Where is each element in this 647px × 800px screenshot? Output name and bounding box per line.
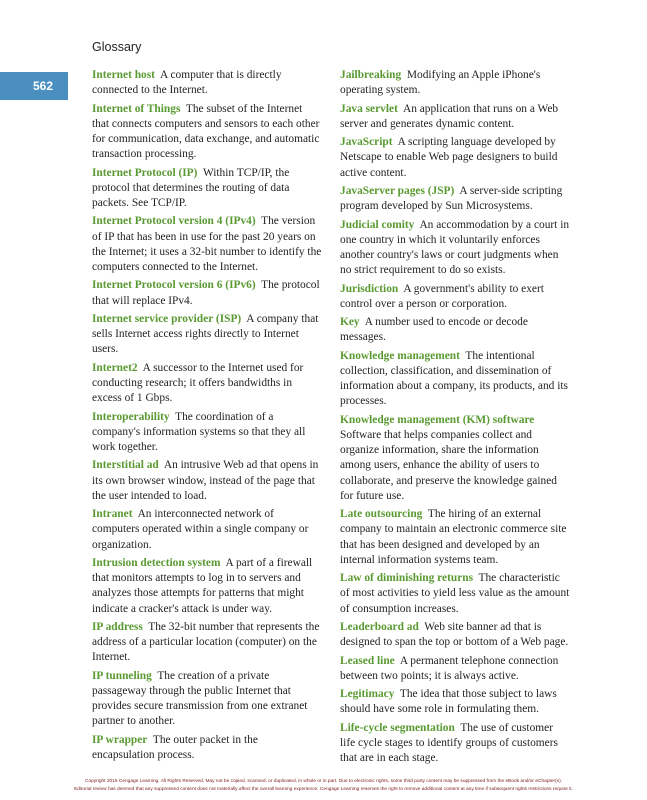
glossary-entry <box>92 410 322 456</box>
glossary-definition: A computer that is directly connected to the Internet. <box>92 69 282 97</box>
glossary-term: Internet service provider (ISP) <box>92 312 242 325</box>
glossary-definition: Modifying an Apple iPhone's operating system. <box>340 69 541 97</box>
glossary-term: Legitimacy <box>340 688 395 701</box>
glossary-term: Interstitial ad <box>92 459 159 472</box>
glossary-definition: An accommodation by a court in one country in which it voluntarily enforces another country's laws or court judgments when no strict requirement to do so exists. <box>340 218 570 277</box>
glossary-entry <box>340 218 570 279</box>
glossary-entry <box>92 102 322 163</box>
glossary-entry <box>92 507 322 553</box>
glossary-term: Life-cycle segmentation <box>340 721 455 734</box>
glossary-entry <box>92 312 322 358</box>
glossary-entry <box>92 361 322 407</box>
glossary-entry <box>92 733 322 763</box>
glossary-entry <box>92 669 322 730</box>
glossary-term: Key <box>340 316 360 329</box>
glossary-entry <box>92 166 322 212</box>
glossary-term: Internet Protocol version 6 (IPv6) <box>92 279 256 292</box>
glossary-definition: A part of a firewall that monitors attempts to log in to servers and analyzes those attempts for patterns that might indicate a cracker's attack is under way. <box>92 556 313 615</box>
glossary-entry <box>340 68 570 98</box>
glossary-definition: The protocol that will replace IPv4. <box>92 279 320 307</box>
glossary-term: IP wrapper <box>92 733 148 746</box>
page-number-tab: 562 <box>0 72 68 100</box>
glossary-term: Internet Protocol version 4 (IPv4) <box>92 215 256 228</box>
glossary-entry <box>340 315 570 345</box>
glossary-entry <box>340 282 570 312</box>
glossary-definition: Software that helps companies collect and organize information, share the information among users, enhance the ability of users to collaborate, and preserve the knowledge gained for future use. <box>340 428 557 502</box>
glossary-term: IP tunneling <box>92 669 152 682</box>
editorial-notice: Editorial review has deemed that any suppressed content does not materially affect the overall learning experience. Cengage Learning reserves the right to remove additional content at any time if subsequent rights restrictions require it. <box>74 787 573 792</box>
glossary-entry <box>340 620 570 650</box>
glossary-term: Judicial comity <box>340 218 415 231</box>
glossary-entry <box>92 556 322 617</box>
glossary-definition: A permanent telephone connection between two points; it is always active. <box>340 654 559 682</box>
glossary-term: Knowledge management <box>340 349 460 362</box>
glossary-term: Knowledge management (KM) software <box>340 413 535 426</box>
glossary-definition: The subset of the Internet that connects computers and sensors to each other for communication, data exchange, and automatic transaction processing. <box>92 102 320 161</box>
glossary-definition: The 32-bit number that represents the address of a particular location (computer) on the Internet. <box>92 620 320 664</box>
glossary-term: Java servlet <box>340 102 398 115</box>
glossary-entry <box>340 721 570 767</box>
copyright-notice: Copyright 2015 Cengage Learning. All Rights Reserved. May not be copied, scanned, or duplicated, in whole or in part. Due to electronic rights, some third party content may be suppressed from the eBook and/or eChapter(s). <box>84 779 563 784</box>
glossary-definition: An intrusive Web ad that opens in its own browser window, instead of the page that the user intended to load. <box>92 459 319 502</box>
glossary-term: Internet host <box>92 69 155 81</box>
glossary-entry <box>340 687 570 717</box>
glossary-definition: Web site banner ad that is designed to span the top or bottom of a Web page. <box>340 620 569 649</box>
glossary-definition: A government's ability to exert control over a person or corporation. <box>340 282 544 310</box>
glossary-term: Internet2 <box>92 361 138 374</box>
glossary-entry <box>340 507 570 568</box>
glossary-term: Intranet <box>92 508 133 521</box>
page-header: Glossary <box>92 40 142 54</box>
glossary-term: Late outsourcing <box>340 508 423 521</box>
glossary-definition: The coordination of a company's information systems so that they all work together. <box>92 410 306 453</box>
glossary-definition: The characteristic of most activities to yield less value as the amount of consumption increases. <box>340 572 570 615</box>
glossary-definition: A scripting language developed by Netscape to enable Web page designers to build active content. <box>340 136 558 179</box>
glossary-term: Interoperability <box>92 410 170 423</box>
glossary-term: Jurisdiction <box>340 282 399 295</box>
glossary-term: Intrusion detection system <box>92 556 221 569</box>
glossary-right-column <box>340 68 570 770</box>
glossary-entry <box>92 620 322 666</box>
glossary-definition: A company that sells Internet access rights directly to Internet users. <box>92 312 319 356</box>
glossary-entry <box>92 458 322 504</box>
glossary-definition: An application that runs on a Web server and generates dynamic content. <box>340 102 559 130</box>
glossary-definition: A number used to encode or decode messages. <box>340 316 528 344</box>
glossary-term: Internet Protocol (IP) <box>92 166 198 179</box>
glossary-term: Law of diminishing returns <box>340 572 474 585</box>
glossary-entry <box>92 278 322 308</box>
glossary-definition: An interconnected network of computers operated within a single company or organization. <box>92 508 309 551</box>
glossary-term: JavaServer pages (JSP) <box>340 184 455 197</box>
glossary-definition: A server-side scripting program developed by Sun Microsystems. <box>340 184 563 213</box>
glossary-definition: The hiring of an external company to maintain an electronic commerce site that has been designed and developed by an internal information systems team. <box>340 508 567 566</box>
glossary-definition: The outer packet in the encapsulation process. <box>92 733 258 761</box>
glossary-definition: The creation of a private passageway through the public Internet that provides secure transmission from one extranet partner to another. <box>92 669 308 728</box>
glossary-term: Leaderboard ad <box>340 620 419 633</box>
glossary-entry <box>340 654 570 684</box>
glossary-definition: The use of customer life cycle stages to identify groups of customers that are in each stage. <box>340 721 558 765</box>
glossary-definition: A successor to the Internet used for conducting research; it offers bandwidths in excess of 1 Gbps. <box>92 361 304 405</box>
glossary-term: JavaScript <box>340 136 393 149</box>
glossary-entry <box>340 135 570 181</box>
glossary-entry <box>92 68 322 98</box>
glossary-left-column <box>92 68 322 766</box>
glossary-term: Jailbreaking <box>340 69 402 81</box>
glossary-entry <box>340 571 570 617</box>
glossary-definition: The version of IP that has been in use for the past 20 years on the Internet; it uses a 32-bit number to identify the computers connected to the Internet. <box>92 215 322 273</box>
glossary-term: Internet of Things <box>92 102 181 115</box>
glossary-entry <box>340 102 570 132</box>
glossary-term: IP address <box>92 620 143 633</box>
glossary-entry <box>340 413 570 504</box>
glossary-definition: The intentional collection, classification, and dissemination of information about a company, its products, and its processes. <box>340 349 568 408</box>
glossary-entry <box>340 349 570 410</box>
glossary-entry <box>340 184 570 214</box>
glossary-term: Leased line <box>340 654 395 667</box>
glossary-entry <box>92 214 322 275</box>
glossary-definition: The idea that those subject to laws should have some role in formulating them. <box>340 688 557 716</box>
glossary-definition: Within TCP/IP, the protocol that determines the routing of data packets. See TCP/IP. <box>92 166 290 209</box>
